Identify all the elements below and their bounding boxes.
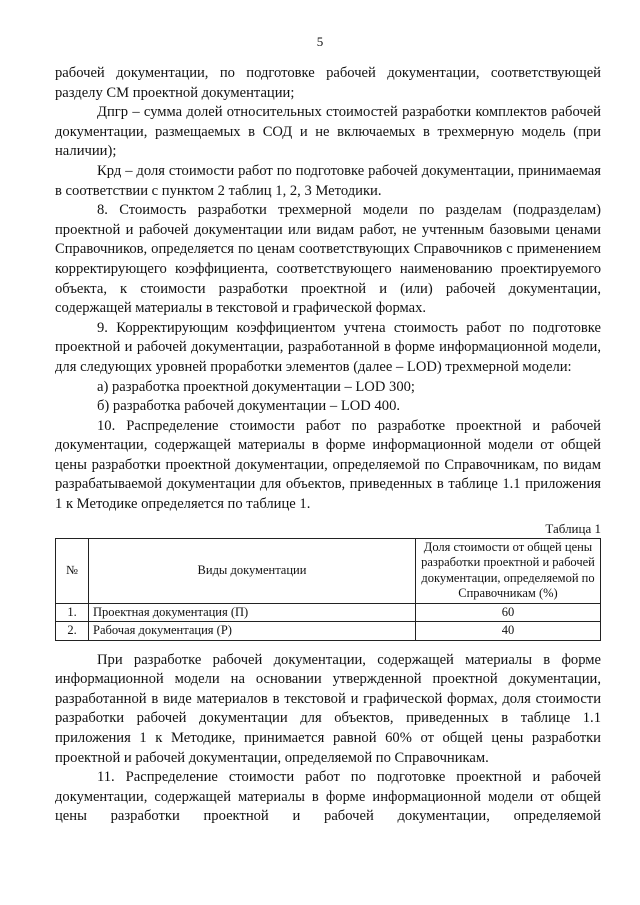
list-item-b: б) разработка рабочей документации – LOD 400. <box>97 398 401 415</box>
header-cost-share: Доля стоимости от общей цены разработки проектной и рабочей документации, определяемой по Справочникам (%) <box>416 538 601 603</box>
row-cost-share: 60 <box>416 603 601 622</box>
header-num: № <box>56 538 89 603</box>
table-row <box>56 603 601 622</box>
paragraph-9: 9. Корректирующим коэффициентом учтена стоимость работ по подготовке проектной и рабочей документации, разработанной в форме информационной модели, для следующих уровней проработки элементов (далее – LOD) трехмерной модели: <box>55 319 601 375</box>
header-doc-type: Виды документации <box>89 538 416 603</box>
table-header-row <box>56 538 601 603</box>
document-body <box>55 64 601 827</box>
paragraph-dpgr-definition: Дпгр – сумма долей относительных стоимостей разработки комплектов рабочей документации, размещаемых в СОД и не включаемых в трехмерную модель (при наличии); <box>55 104 601 160</box>
paragraph-8: 8. Стоимость разработки трехмерной модели по разделам (подразделам) проектной и рабочей документации или видам работ, не учтенным базовыми ценами Справочников, определяется по ценам соответствующих Справочников с применением корректирующего коэффициента, соответствующего наименованию проектируемого объекта, к стоимости разработки проектной и (или) рабочей документации, содержащей материалы в текстовой и графической формах. <box>55 202 601 317</box>
paragraph-working-docs: При разработке рабочей документации, содержащей материалы в форме информационной модели на основании утвержденной проектной документации, разработанной в виде материалов в текстовой и графической формах, доля стоимости разработки рабочей документации для объектов, приведенных в таблице 1.1 приложения 1 к Методике, принимается равной 60% от общей цены разработки проектной и рабочей документации, определяемой по Справочникам. <box>55 651 601 766</box>
documentation-table <box>55 538 601 641</box>
row-cost-share: 40 <box>416 622 601 641</box>
page-number: 5 <box>316 34 324 49</box>
row-num: 1. <box>56 603 89 622</box>
row-doc-type: Рабочая документация (Р) <box>89 622 416 641</box>
row-num: 2. <box>56 622 89 641</box>
row-doc-type: Проектная документация (П) <box>89 603 416 622</box>
paragraph-11: 11. Распределение стоимости работ по подготовке проектной и рабочей документации, содержащей материалы в форме информационной модели от общей цены разработки проектной и рабочей документации, определяемой <box>55 769 601 825</box>
paragraph-krd-definition: Крд – доля стоимости работ по подготовке рабочей документации, принимаемая в соответствии с пунктом 2 таблиц 1, 2, 3 Методики. <box>55 162 601 199</box>
table-caption: Таблица 1 <box>545 520 601 536</box>
table-row <box>56 622 601 641</box>
list-item-a: а) разработка проектной документации – LOD 300; <box>97 378 415 395</box>
paragraph-continuation: рабочей документации, по подготовке рабочей документации, соответствующей разделу СМ проектной документации; <box>55 65 601 101</box>
paragraph-10: 10. Распределение стоимости работ по разработке проектной и рабочей документации, содержащей материалы в форме информационной модели от общей цены разработки проектной документации, определяемой по Справочникам, по видам разрабатываемой документации для объектов, приведенных в таблице 1.1 приложения 1 к Методике определяется по таблице 1. <box>55 417 601 513</box>
